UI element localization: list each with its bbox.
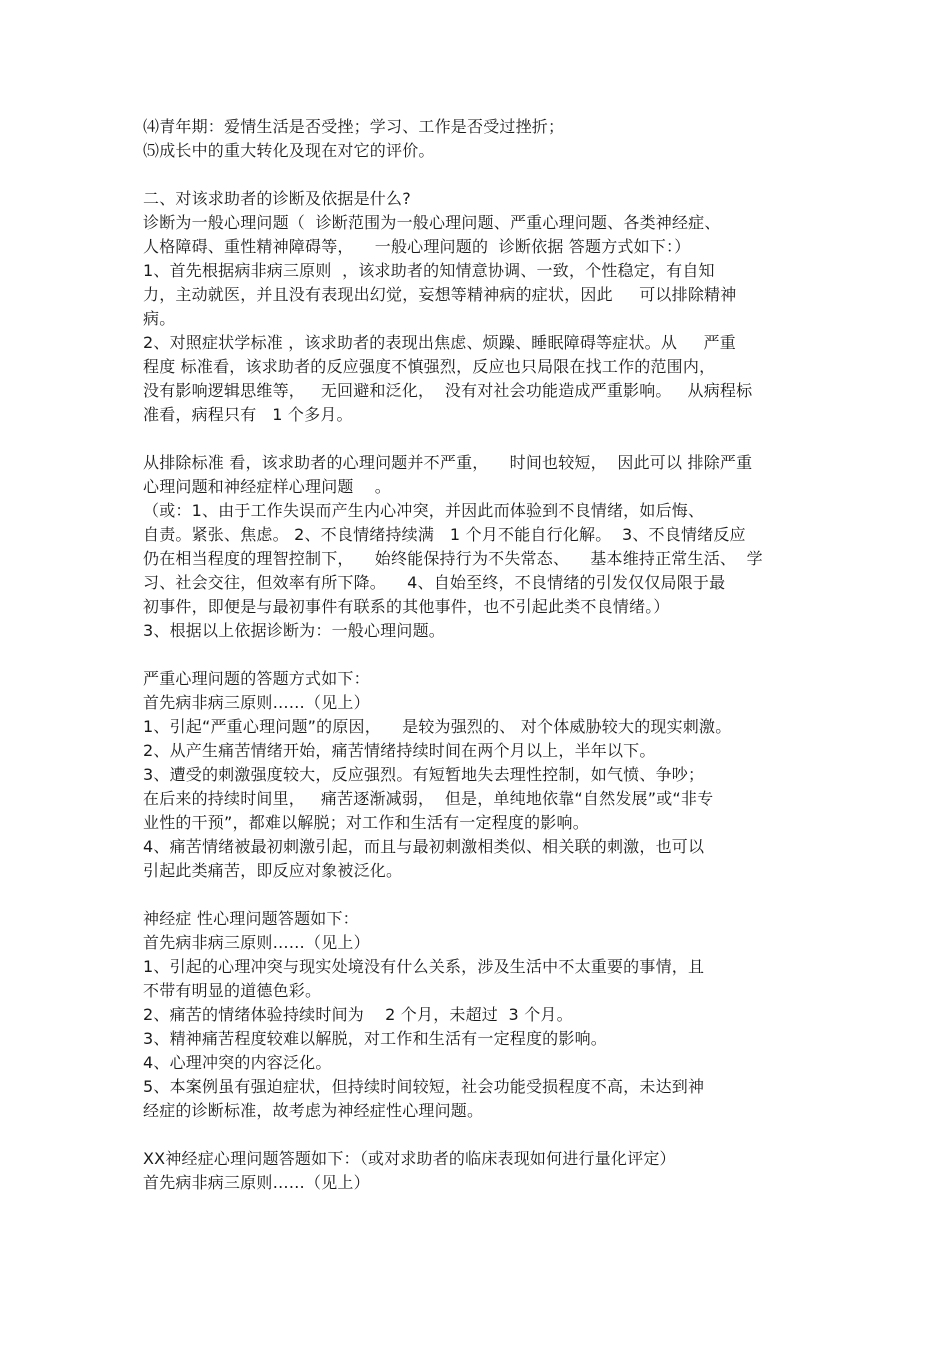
- text-block: [143, 115, 843, 163]
- text-line: 3、遭受的刺激强度较大，反应强烈。有短暂地失去理性控制，如气愤、争吵；: [143, 765, 705, 784]
- text-block: [143, 187, 843, 427]
- text-line: XX神经症心理问题答题如下：（或对求助者的临床表现如何进行量化评定）: [143, 1149, 676, 1168]
- text-line: 心理问题和神经症样心理问题 。: [143, 477, 391, 496]
- text-line: 不带有明显的道德色彩。: [143, 981, 322, 1000]
- text-line: 准看，病程只有 1 个多月。: [143, 405, 353, 424]
- text-line: 人格障碍、重性精神障碍等， 一般心理问题的 诊断依据 答题方式如下：）: [143, 237, 691, 256]
- text-line: 2、对照症状学标准 ，该求助者的表现出焦虑、烦躁、睡眠障碍等症状。从 严重: [143, 333, 736, 352]
- text-line: 神经症 性心理问题答题如下：: [143, 909, 359, 928]
- text-line: 程度 标准看，该求助者的反应强度不慎强烈，反应也只局限在找工作的范围内，: [143, 357, 716, 376]
- text-line: 严重心理问题的答题方式如下：: [143, 669, 370, 688]
- text-line: ⑸成长中的重大转化及现在对它的评价。: [143, 141, 435, 160]
- text-line: 力，主动就医，并且没有表现出幻觉，妄想等精神病的症状，因此 可以排除精神: [143, 285, 737, 304]
- text-line: 首先病非病三原则……（见上）: [143, 693, 370, 712]
- text-line: （或：1、由于工作失误而产生内心冲突，并因此而体验到不良情绪，如后悔、: [143, 501, 705, 520]
- text-line: 初事件，即便是与最初事件有联系的其他事件，也不引起此类不良情绪。）: [143, 597, 670, 616]
- text-line: 3、根据以上依据诊断为：一般心理问题。: [143, 621, 445, 640]
- text-line: 病。: [143, 309, 176, 328]
- text-block: [143, 1147, 843, 1195]
- text-line: 首先病非病三原则……（见上）: [143, 933, 370, 952]
- text-line: 没有影响逻辑思维等， 无回避和泛化， 没有对社会功能造成严重影响。 从病程标: [143, 381, 753, 400]
- text-line: 自责。紧张、焦虑。 2、不良情绪持续满 1 个月不能自行化解。 3、不良情绪反应: [143, 525, 746, 544]
- text-line: ⑷青年期：爱情生活是否受挫；学习、工作是否受过挫折；: [143, 117, 565, 136]
- text-line: 诊断为一般心理问题（ 诊断范围为一般心理问题、严重心理问题、各类神经症、: [143, 213, 721, 232]
- text-line: 2、从产生痛苦情绪开始，痛苦情绪持续时间在两个月以上，半年以下。: [143, 741, 656, 760]
- paragraph-gap: [143, 643, 843, 667]
- paragraph-gap: [143, 1123, 843, 1147]
- text-line: 4、心理冲突的内容泛化。: [143, 1053, 332, 1072]
- text-line: 习、社会交往，但效率有所下降。 4、自始至终，不良情绪的引发仅仅局限于最: [143, 573, 726, 592]
- text-line: 1、引起“严重心理问题”的原因， 是较为强烈的、 对个体威胁较大的现实刺激。: [143, 717, 732, 736]
- text-line: 3、精神痛苦程度较难以解脱，对工作和生活有一定程度的影响。: [143, 1029, 607, 1048]
- text-line: 1、首先根据病非病三原则 ，该求助者的知情意协调、一致，个性稳定，有自知: [143, 261, 715, 280]
- document-page: [143, 115, 843, 1195]
- text-block: [143, 451, 843, 643]
- paragraph-gap: [143, 427, 843, 451]
- text-block: [143, 907, 843, 1123]
- text-line: 2、痛苦的情绪体验持续时间为 2 个月，未超过 3 个月。: [143, 1005, 573, 1024]
- text-line: 4、痛苦情绪被最初刺激引起，而且与最初刺激相类似、相关联的刺激，也可以: [143, 837, 705, 856]
- text-line: 在后来的持续时间里， 痛苦逐渐减弱， 但是，单纯地依靠“自然发展”或“非专: [143, 789, 714, 808]
- text-line: 从排除标准 看，该求助者的心理问题并不严重， 时间也较短， 因此可以 排除严重: [143, 453, 753, 472]
- text-block: [143, 667, 843, 883]
- text-line: 仍在相当程度的理智控制下， 始终能保持行为不失常态、 基本维持正常生活、 学: [143, 549, 763, 568]
- paragraph-gap: [143, 163, 843, 187]
- text-line: 引起此类痛苦，即反应对象被泛化。: [143, 861, 403, 880]
- text-line: 业性的干预”，都难以解脱；对工作和生活有一定程度的影响。: [143, 813, 589, 832]
- paragraph-gap: [143, 883, 843, 907]
- text-line: 经症的诊断标准，故考虑为神经症性心理问题。: [143, 1101, 484, 1120]
- text-line: 1、引起的心理冲突与现实处境没有什么关系，涉及生活中不太重要的事情，且: [143, 957, 705, 976]
- text-line: 5、本案例虽有强迫症状，但持续时间较短，社会功能受损程度不高，未达到神: [143, 1077, 705, 1096]
- text-line: 二、对该求助者的诊断及依据是什么?: [143, 189, 411, 208]
- text-line: 首先病非病三原则……（见上）: [143, 1173, 370, 1192]
